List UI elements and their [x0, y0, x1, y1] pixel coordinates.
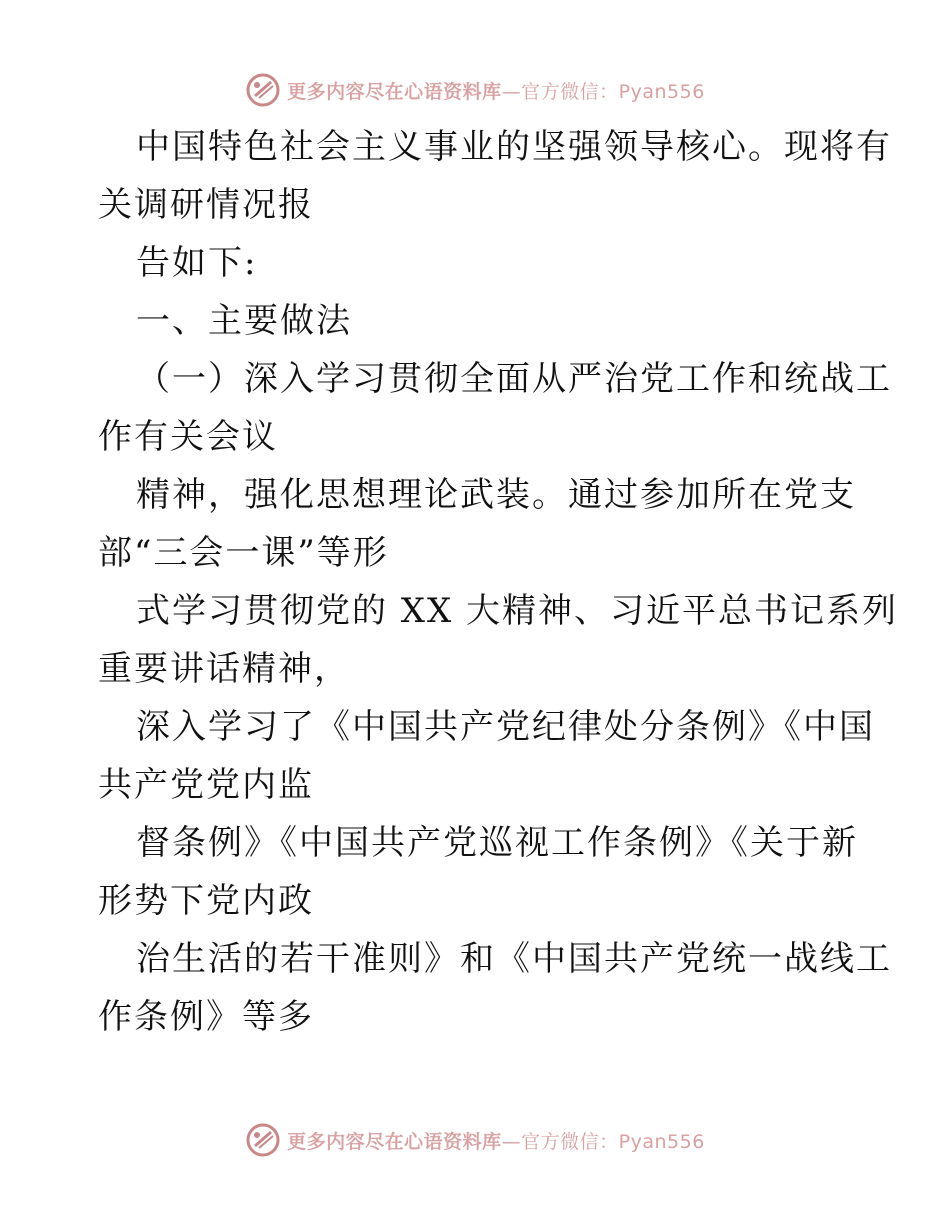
watermark-text — [287, 1127, 705, 1154]
section-heading: 一、主要做法 — [136, 301, 352, 341]
brand-logo-icon — [245, 1122, 281, 1158]
watermark-contact: 官方微信：Pyan556 — [521, 1130, 705, 1153]
subsection-heading: （一）深入学习贯彻全面从严治党工作和统战工 — [136, 359, 892, 399]
body-line: 关调研情况报 — [98, 185, 314, 225]
body-line: 治生活的若干准则》和《中国共产党统一战线工 — [136, 939, 892, 979]
body-line: 作条例》等多 — [98, 997, 314, 1037]
body-line: 作有关会议 — [98, 417, 278, 457]
body-line: 深入学习了《中国共产党纪律处分条例》《中国 — [136, 707, 875, 747]
body-line: 部“三会一课”等形 — [98, 533, 389, 573]
watermark-separator: — — [501, 1130, 522, 1153]
watermark-brand: 更多内容尽在心语资料库 — [287, 80, 502, 103]
watermark-brand: 更多内容尽在心语资料库 — [287, 1130, 502, 1153]
watermark-separator: — — [501, 80, 522, 103]
brand-logo-icon — [245, 72, 281, 108]
body-line: 形势下党内政 — [98, 881, 314, 921]
watermark-banner-bottom — [0, 1120, 950, 1160]
body-line: 共产党党内监 — [98, 765, 314, 805]
body-line: 精神，强化思想理论武装。通过参加所在党支 — [136, 475, 856, 515]
body-line: 告如下: — [136, 243, 258, 283]
body-line: 中国特色社会主义事业的坚强领导核心。现将有 — [136, 127, 892, 167]
body-line: 式学习贯彻党的 XX 大精神、习近平总书记系列 — [136, 591, 899, 631]
body-line: 重要讲话精神， — [98, 649, 350, 689]
watermark-contact: 官方微信：Pyan556 — [521, 80, 705, 103]
document-body — [98, 118, 899, 1046]
watermark-text — [287, 77, 705, 104]
body-line: 督条例》《中国共产党巡视工作条例》《关于新 — [136, 823, 858, 863]
watermark-banner-top — [0, 70, 950, 110]
